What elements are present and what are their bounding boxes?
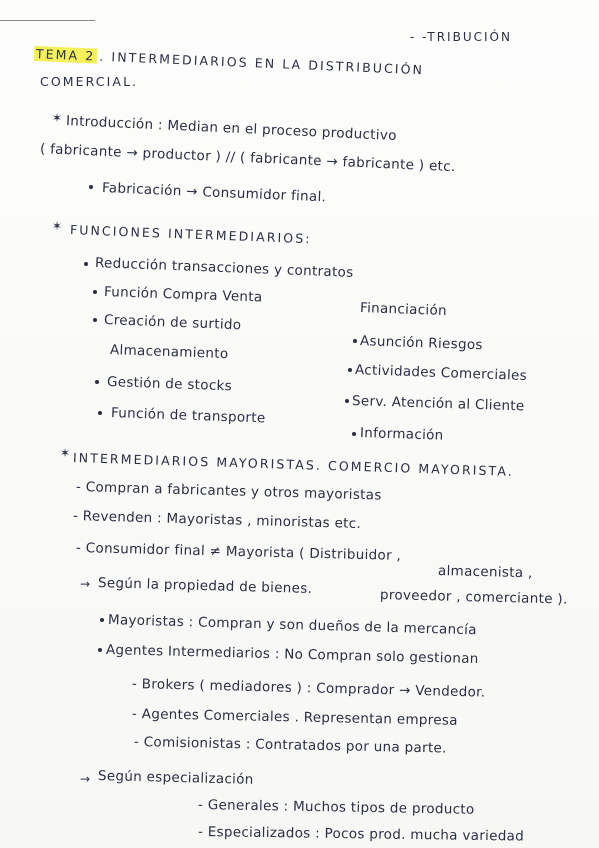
dot-bullet-icon — [98, 648, 102, 652]
dot-bullet-icon — [89, 185, 93, 189]
funcion-right-5: Información — [359, 425, 444, 444]
intro-line-1: Introducción : Median en el proceso productivo — [65, 113, 398, 145]
star-bullet-icon: ✶ — [60, 446, 71, 460]
title-text: . INTERMEDIARIOS EN LA DISTRIBUCIÓN — [99, 48, 425, 78]
dot-bullet-icon — [348, 368, 352, 372]
dot-bullet-icon — [352, 432, 356, 436]
dot-bullet-icon — [93, 290, 97, 294]
mayorista-item-1: - Compran a fabricantes y otros mayoristas — [75, 479, 382, 504]
propiedad-item-2: Agentes Intermediarios : No Compran solo gestionan — [105, 642, 479, 668]
funcion-right-1: Financiación — [359, 300, 448, 320]
mayoristas-heading: INTERMEDIARIOS MAYORISTAS. COMERCIO MAYORISTA. — [72, 450, 515, 479]
propiedad-item-5: - Comisionistas : Contratados por una parte. — [133, 734, 447, 757]
funcion-right-4: Serv. Atención al Cliente — [351, 393, 525, 415]
page-header-label: - -TRIBUCIÓN — [410, 30, 512, 44]
arrow-right-icon: → — [80, 577, 91, 591]
especializacion-item-1: - Generales : Muchos tipos de producto — [197, 797, 475, 818]
funciones-heading: FUNCIONES INTERMEDIARIOS: — [69, 222, 312, 247]
star-bullet-icon: ✶ — [52, 111, 63, 125]
mayorista-item-5: proveedor , comerciante ). — [379, 587, 568, 608]
propiedad-item-4: - Agentes Comerciales . Representan empresa — [131, 706, 458, 729]
mayorista-item-2: - Revenden : Mayoristas , minoristas etc. — [72, 508, 362, 533]
funcion-left-6: Función de transporte — [110, 405, 266, 427]
title-line-2: COMERCIAL. — [40, 74, 139, 89]
mayorista-item-4: almacenista , — [437, 563, 533, 582]
funcion-right-3: Actividades Comerciales — [354, 362, 528, 385]
funcion-left-2: Función Compra Venta — [103, 284, 263, 306]
dot-bullet-icon — [100, 618, 104, 622]
propiedad-item-1: Mayoristas : Compran y son dueños de la mercancía — [107, 612, 477, 639]
tema-highlight: TEMA 2 — [35, 46, 96, 64]
top-rule — [0, 20, 95, 21]
dot-bullet-icon — [98, 411, 102, 415]
intro-line-3: Fabricación → Consumidor final. — [101, 180, 327, 206]
mayorista-item-3: - Consumidor final ≠ Mayorista ( Distribuidor , — [75, 540, 402, 564]
arrow-right-icon: → — [80, 772, 91, 786]
star-bullet-icon: ✶ — [52, 219, 63, 233]
dot-bullet-icon — [345, 399, 349, 403]
especializacion-item-2: - Especializados : Pocos prod. mucha variedad — [197, 824, 525, 845]
especializacion-heading: Según especialización — [97, 768, 254, 788]
funcion-left-4: Almacenamiento — [109, 342, 229, 363]
dot-bullet-icon — [353, 339, 357, 343]
intro-line-2: ( fabricante → productor ) // ( fabricante → fabricante ) etc. — [39, 141, 456, 176]
propiedad-item-3: - Brokers ( mediadores ) : Comprador → Vendedor. — [131, 676, 486, 701]
funcion-left-5: Gestión de stocks — [106, 374, 233, 395]
funcion-left-3: Creación de surtido — [103, 312, 242, 334]
dot-bullet-icon — [93, 318, 97, 322]
dot-bullet-icon — [95, 380, 99, 384]
funcion-left-1: Reducción transacciones y contratos — [94, 255, 354, 281]
funcion-right-2: Asunción Riesgos — [359, 333, 484, 354]
dot-bullet-icon — [84, 262, 88, 266]
propiedad-heading: Según la propiedad de bienes. — [97, 575, 313, 597]
